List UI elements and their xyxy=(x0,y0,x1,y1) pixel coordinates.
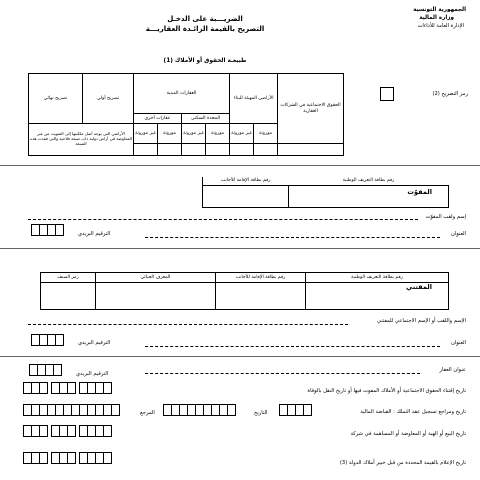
seller-id-table xyxy=(202,177,449,208)
rights-cell[interactable] xyxy=(278,144,344,156)
seller-id-field[interactable] xyxy=(289,185,449,207)
social-rights-header: الحقوق الاجتماعية في الشركات العقارية xyxy=(278,74,344,144)
seller-postal-label: الترقيم البريدي xyxy=(78,231,111,237)
final-declaration-header: تصريح نهائي xyxy=(29,74,83,124)
buyer-id-table xyxy=(40,272,449,310)
buyer-id-label: رقم بطاقة التعريف الوطنية xyxy=(306,273,449,283)
department-name: الإدارة العامة للأداءات xyxy=(417,23,464,29)
inherited-header: موروثة xyxy=(254,124,278,144)
not-inherited-header: غير موروثة xyxy=(230,124,254,144)
sale-date-boxes[interactable] xyxy=(24,425,112,437)
buyer-residence-field[interactable] xyxy=(216,283,306,310)
buyer-category-label: رمز الصنف xyxy=(41,273,96,283)
reference-label: المرجع xyxy=(140,410,155,416)
rights-cell[interactable] xyxy=(254,144,278,156)
agricultural-land-header: الأراضي التي يوجه أصل ملكيتها إلى التفويت من غير المعاوضة في أراض دولية ذات صبغة فلاحية والتي فقدت هذه الصبغة xyxy=(29,124,134,156)
buyer-address-line[interactable] xyxy=(145,346,440,347)
country-name: الجمهورية التونسية xyxy=(413,7,466,13)
buyer-postal-label: الترقيم البريدي xyxy=(78,340,111,346)
sale-date-label: تاريخ البيع أو الهبة أو المعاوضة أو المساهمة في شركة xyxy=(350,431,466,437)
seller-name-label: إسم ولقب المفوّت xyxy=(425,214,466,220)
declaration-code-box[interactable] xyxy=(380,87,394,101)
seller-residence-field[interactable] xyxy=(203,185,289,207)
inherited-header: موروثة xyxy=(158,124,182,144)
rights-cell[interactable] xyxy=(230,144,254,156)
notice-date-label: تاريخ الإعلام بالقيمة المحددة من قبل خبير أملاك الدولة (3) xyxy=(339,460,466,466)
buyer-id-field[interactable] xyxy=(306,283,449,310)
registration-office-boxes[interactable] xyxy=(280,404,312,416)
buildable-land-header: الأراضي المهيئة للبناء xyxy=(230,74,278,124)
form-title-1: الضريـــبة على الدخـل xyxy=(167,15,243,23)
inherited-header: موروثة xyxy=(206,124,230,144)
acquisition-date-boxes[interactable] xyxy=(24,382,112,394)
seller-residence-label: رقم بطاقة الإقامة للأجانب xyxy=(203,177,289,185)
rights-cell[interactable] xyxy=(158,144,182,156)
reference-boxes[interactable] xyxy=(24,404,120,416)
section-divider xyxy=(0,356,480,357)
buyer-taxid-label: المعرف الجبائي xyxy=(96,273,216,283)
form-title-2: التصريح بالقيمة الزائـدة العقاريـــة xyxy=(145,25,265,33)
buyer-address-label: العنوان xyxy=(450,340,466,346)
buyer-residence-label: رقم بطاقة الإقامة للأجانب xyxy=(216,273,306,283)
buildings-header: العقارات المبنية xyxy=(134,74,230,114)
notice-date-boxes[interactable] xyxy=(24,452,112,464)
seller-address-label: العنوان xyxy=(450,231,466,237)
initial-declaration-header: تصريح أولي xyxy=(83,74,134,124)
buyer-name-line[interactable] xyxy=(28,324,348,325)
registration-date-label: التاريخ xyxy=(254,410,268,416)
other-properties-header: عقارات أخرى xyxy=(134,114,182,124)
buyer-title: المفتني xyxy=(406,283,432,291)
rights-cell[interactable] xyxy=(134,144,158,156)
acquisition-date-label: تاريخ إقتناء الحقوق الاجتماعية أو الأملاك المفوت فيها أو تاريخ النقل بالوفاة xyxy=(307,388,466,394)
section-divider xyxy=(0,248,480,249)
seller-id-label: رقم بطاقة التعريف الوطنية xyxy=(342,178,395,184)
not-inherited-header: غير موروثة xyxy=(182,124,206,144)
seller-name-line[interactable] xyxy=(28,219,418,220)
not-inherited-header: غير موروثة xyxy=(134,124,158,144)
property-address-line[interactable] xyxy=(145,373,420,374)
property-postal-boxes[interactable] xyxy=(30,364,62,376)
rights-table xyxy=(28,73,344,156)
form-title-3: طبيعـة الحقوق أو الأملاك (1) xyxy=(163,58,247,64)
rights-cell[interactable] xyxy=(182,144,206,156)
property-address-label: عنوان العقار xyxy=(439,367,466,373)
ministry-name: وزارة المالية xyxy=(419,15,454,21)
seller-postal-boxes[interactable] xyxy=(32,224,64,236)
registration-date-boxes[interactable] xyxy=(164,404,236,416)
buyer-taxid-field[interactable] xyxy=(96,283,216,310)
section-divider xyxy=(0,165,480,166)
buyer-postal-boxes[interactable] xyxy=(32,334,64,346)
residential-header: المحدة السكنى xyxy=(182,114,230,124)
rights-cell[interactable] xyxy=(206,144,230,156)
property-postal-label: الترقيم البريدي xyxy=(76,371,109,377)
registration-label: تاريخ ومراجع تسجيل عقد التملك : القباضة المالية xyxy=(360,409,466,415)
declaration-code-label: رمز التصريح (2) xyxy=(432,91,468,97)
buyer-category-field[interactable] xyxy=(41,283,96,310)
buyer-name-label: الإسم واللقب أو الإسم الاجتماعي للمفتني xyxy=(376,318,466,324)
seller-title: المفوّت xyxy=(407,188,432,196)
seller-address-line[interactable] xyxy=(145,237,440,238)
